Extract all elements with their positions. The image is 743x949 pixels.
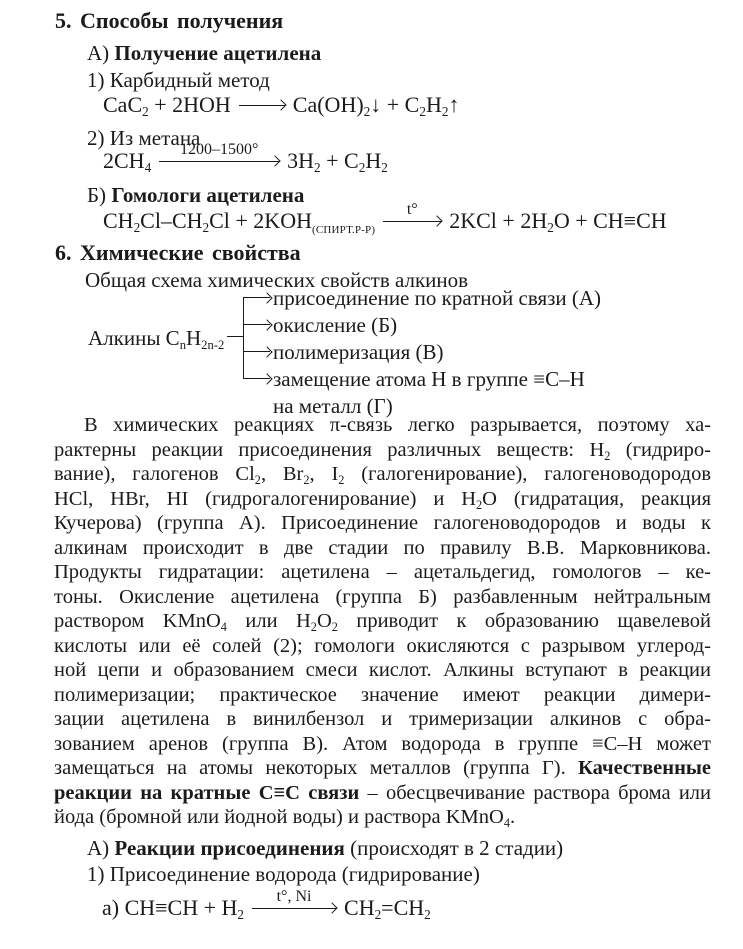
arrow-shaft-icon (159, 161, 279, 162)
alkyne-properties-scheme (54, 284, 714, 418)
method-2-label: 2) Из метана (87, 126, 201, 150)
reaction-arrow (159, 141, 279, 162)
scheme-intro: Общая схема химических свойств алкинов (85, 268, 469, 292)
reaction-condition: 1200–1500° (179, 141, 259, 159)
section-5-heading: 5. Способы получения (55, 8, 284, 33)
scheme-connector-line (227, 336, 243, 337)
scheme-vertical-line (243, 297, 244, 378)
equation-right: $CH_2=CH_2$ (344, 895, 431, 923)
equation-right: $3H_2 + C_2H_2$ (287, 148, 388, 176)
scheme-arrow-icon (243, 378, 270, 379)
subsection-b-heading (87, 183, 304, 208)
equation-left: CaC$_2$ + 2HOH (103, 92, 231, 120)
scheme-item: окисление (Б) (273, 313, 398, 337)
scheme-item: замещение атома Н в группе ≡С–Н (273, 367, 585, 391)
scheme-arrow-icon (243, 351, 270, 352)
equation-carbide (103, 90, 459, 120)
equation-right: $Ca(OH)_2↓$ + $C_2H_2↑$ (292, 92, 460, 120)
scheme-label: Алкины $C_nH_{2n-2}$ (88, 326, 225, 353)
subsection-suffix: (происходят в 2 стадии) (344, 836, 564, 860)
subsection-prefix: А) (87, 836, 110, 860)
equation-homologs (103, 201, 667, 236)
subsection-a-heading (87, 41, 321, 66)
subsection-prefix: Б) (87, 183, 107, 207)
subsection-title: Реакции присоединения (114, 836, 345, 860)
scheme-item: на металл (Г) (273, 394, 393, 418)
reaction-arrow (239, 105, 285, 106)
equation-methane (103, 141, 388, 176)
scheme-arrow-icon (243, 297, 270, 298)
scheme-item: присоединение по кратной связи (А) (273, 286, 602, 310)
properties-paragraph: В химических реакциях π-связь легко разрывается, поэтому ха- рактерны реакции присоединения различных веществ: $H_2$ (гидриро- вание), галогенов $Cl_2$, $Br_2$, $I_2$ (галогенирование), галогеноводородов HCl, HBr, HI (гидрогалогенирование) и $H_2O$ (гидратация, реакция Кучерова) (группа А). Присоединение галогеноводородов и воды к алкинам происходит в две стадии по правилу В.В. Марковникова. Продукты гидратации: ацетилена – ацетальдегид, гомологов – ке- тоны. Окисление ацетилена (группа Б) разбавленным нейтральным раствором KMnO$_4$ или $H_2O_2$ приводит к образованию щавелевой кислоты или её солей (2); гомологи окисляются с разрывом углерод- ной цепи и образованием смеси кислот. Алкины вступают в реакции полимеризации; практическое значение имеют реакции димери- зации ацетилена в винилбензол и тримеризации алкинов с обра- зованием аренов (группа В). Атом водорода в группе ≡C–H может замещаться на атомы некоторых металлов (группа Г). Качественные реакции на кратные C≡C связи – обесцвечивание раствора брома или йода (бромной или йодной воды) и раствора KMnO$_4$. (54, 414, 712, 831)
scheme-item: полимеризация (В) (273, 340, 444, 364)
method-1-label: 1) Карбидный метод (87, 68, 270, 92)
equation-left: $2CH_4$ (103, 148, 152, 176)
reaction-1-label: 1) Присоединение водорода (гидрирование) (87, 862, 480, 886)
equation-hydrogenation (102, 888, 431, 923)
reaction-condition: t° (406, 201, 418, 219)
arrow-shaft-icon (239, 105, 285, 106)
equation-left: $CH_2Cl-CH_2Cl + 2KOH_{(СПИРТ.Р-Р)}$ (103, 208, 376, 236)
subsection-a2-heading (87, 836, 563, 861)
subsection-prefix: А) (87, 41, 110, 65)
subsection-title: Гомологи ацетилена (111, 183, 305, 207)
arrow-shaft-icon (252, 908, 336, 909)
reaction-condition: t°, Ni (276, 888, 312, 906)
reaction-arrow (383, 201, 441, 222)
equation-right: $2KCl + 2H_2O + CH\equiv CH$ (449, 208, 667, 236)
subsection-title: Получение ацетилена (114, 41, 322, 65)
equation-left: а) $CH\equiv CH + H_2$ (102, 895, 245, 923)
reaction-arrow (252, 888, 336, 909)
arrow-shaft-icon (383, 221, 441, 222)
scheme-arrow-icon (243, 324, 270, 325)
section-6-heading: 6. Химические свойства (55, 240, 301, 265)
